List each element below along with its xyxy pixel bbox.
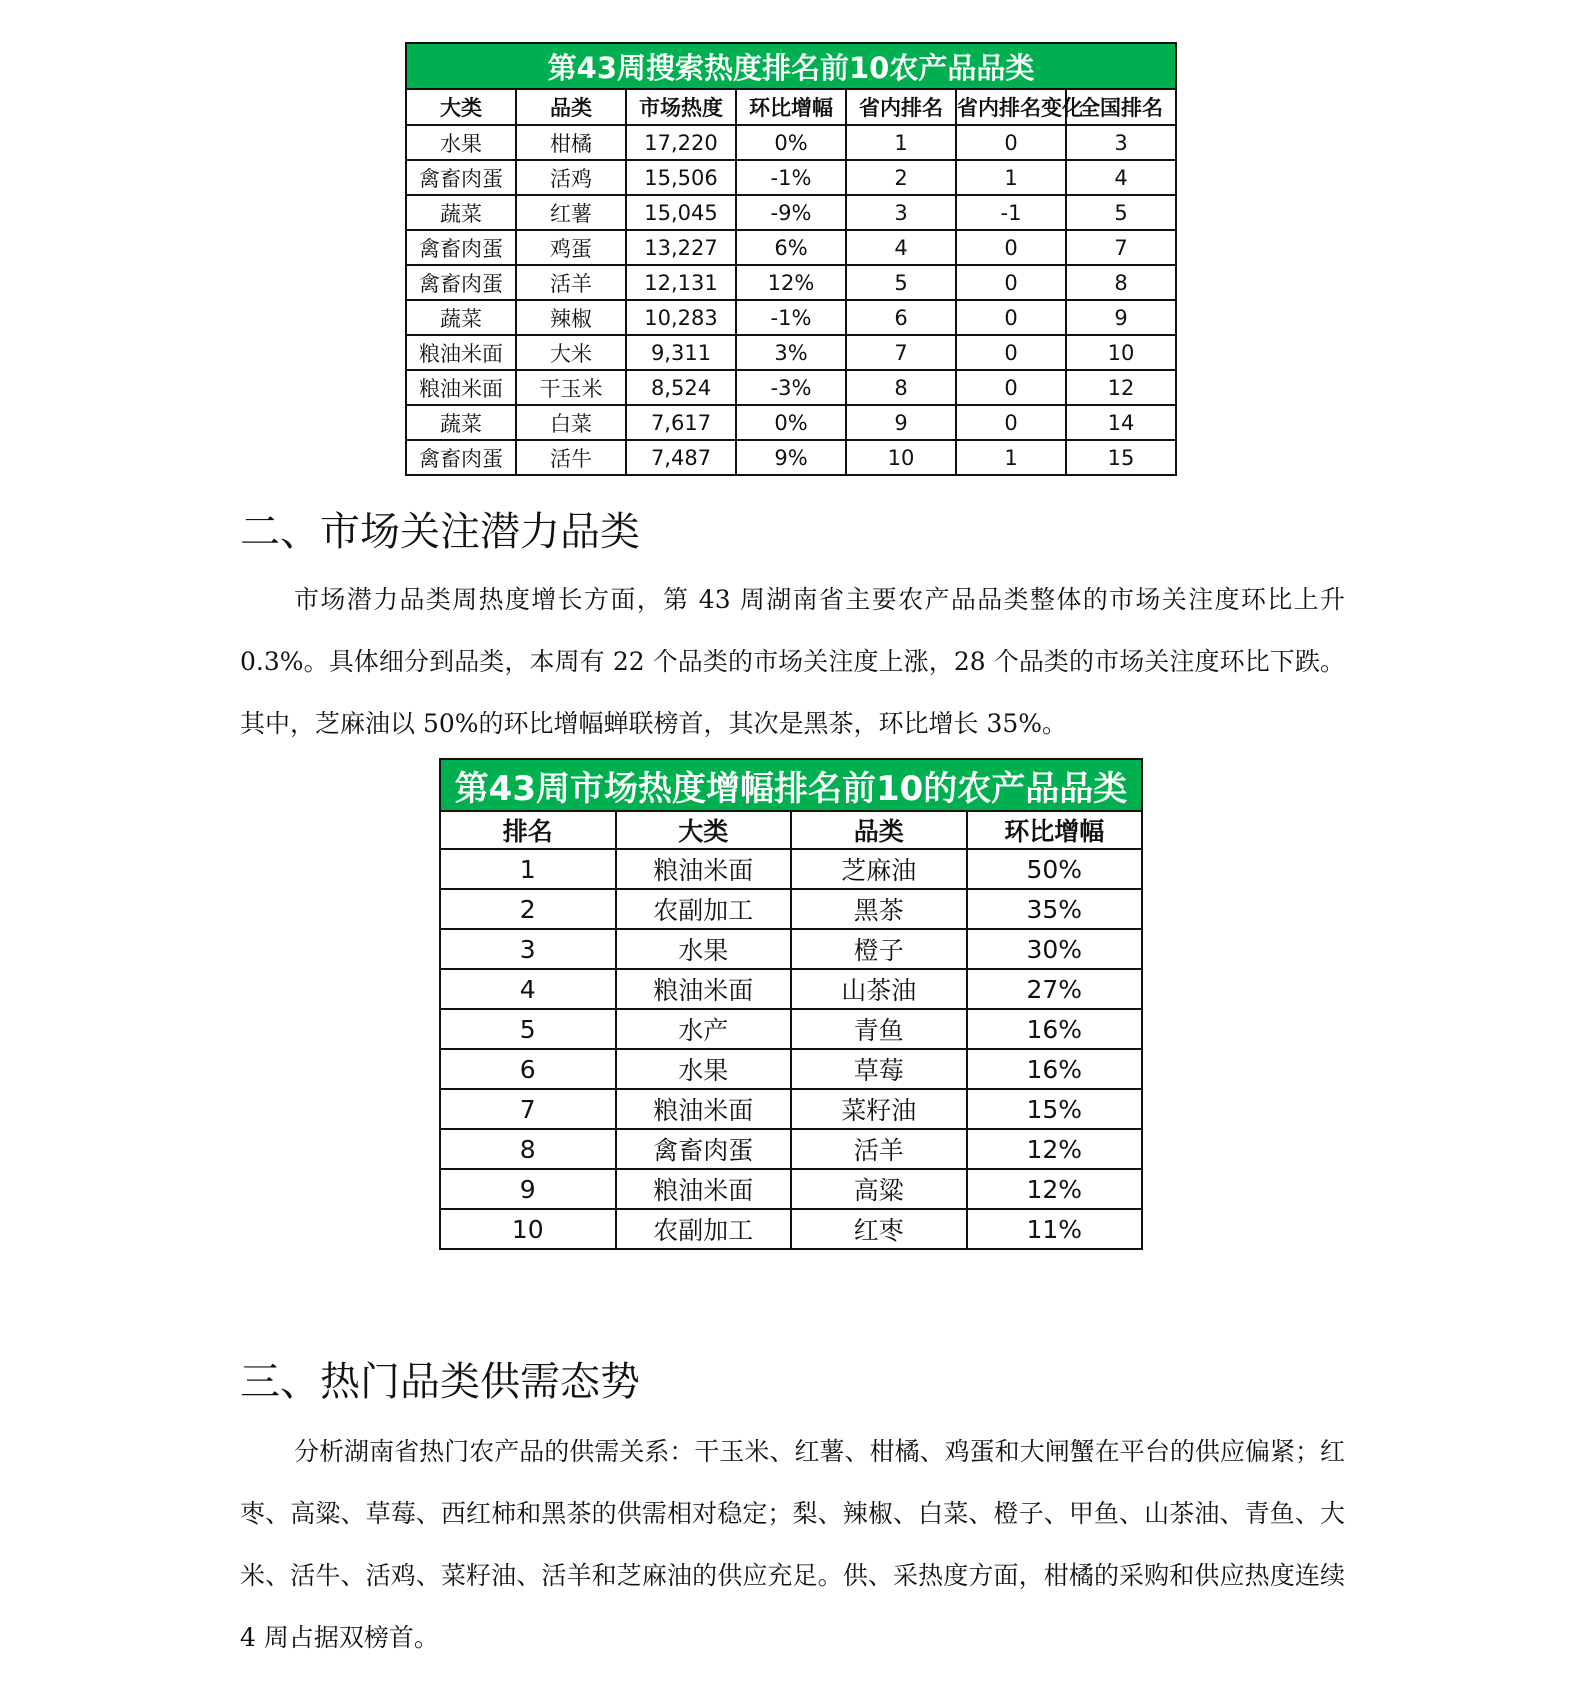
table-cell: 芝麻油 [791, 849, 967, 889]
table-cell: 草莓 [791, 1049, 967, 1089]
table1-header-change: 环比增幅 [736, 89, 846, 125]
table-cell: 10 [846, 440, 956, 475]
table-cell: 禽畜肉蛋 [406, 160, 516, 195]
table-cell: -3% [736, 370, 846, 405]
table-cell: 蔬菜 [406, 405, 516, 440]
table-cell: 5 [440, 1009, 616, 1049]
table-cell: 6% [736, 230, 846, 265]
table-cell: 10 [440, 1209, 616, 1249]
table-cell: 水产 [616, 1009, 792, 1049]
table-cell: -1 [956, 195, 1066, 230]
table-cell: 3 [440, 929, 616, 969]
table1-header-row [406, 89, 1176, 125]
table-cell: 0 [956, 230, 1066, 265]
table-cell: 红枣 [791, 1209, 967, 1249]
table-row [406, 125, 1176, 160]
table-cell: 菜籽油 [791, 1089, 967, 1129]
section2-heading: 二、市场关注潜力品类 [240, 509, 640, 555]
table-row [440, 1009, 1142, 1049]
table2-header-product: 品类 [791, 811, 967, 849]
table-cell: 粮油米面 [616, 969, 792, 1009]
table-cell: 0 [956, 265, 1066, 300]
table-cell: 蔬菜 [406, 195, 516, 230]
table1-header-national-rank: 全国排名 [1066, 89, 1176, 125]
table-cell: 8,524 [626, 370, 736, 405]
table-cell: 活牛 [516, 440, 626, 475]
table-cell: 4 [440, 969, 616, 1009]
table-cell: 水果 [406, 125, 516, 160]
table-cell: 粮油米面 [616, 1089, 792, 1129]
table-cell: 3% [736, 335, 846, 370]
table-cell: 15,045 [626, 195, 736, 230]
table-cell: 2 [846, 160, 956, 195]
table-row [406, 195, 1176, 230]
table-cell: 3 [846, 195, 956, 230]
table-cell: 粮油米面 [406, 370, 516, 405]
table-cell: 4 [846, 230, 956, 265]
table-cell: 9,311 [626, 335, 736, 370]
table-cell: 橙子 [791, 929, 967, 969]
table-cell: 禽畜肉蛋 [406, 265, 516, 300]
table-cell: 农副加工 [616, 1209, 792, 1249]
table-cell: 1 [846, 125, 956, 160]
table-cell: 15% [967, 1089, 1143, 1129]
table-row [440, 1049, 1142, 1089]
table-cell: 干玉米 [516, 370, 626, 405]
table-cell: 35% [967, 889, 1143, 929]
table-cell: 红薯 [516, 195, 626, 230]
table-cell: 粮油米面 [616, 1169, 792, 1209]
table-cell: 禽畜肉蛋 [406, 440, 516, 475]
table-cell: 14 [1066, 405, 1176, 440]
table-cell: 16% [967, 1049, 1143, 1089]
table-cell: 8 [440, 1129, 616, 1169]
table-row [406, 440, 1176, 475]
table-cell: -1% [736, 300, 846, 335]
table-row [406, 370, 1176, 405]
table-cell: 禽畜肉蛋 [406, 230, 516, 265]
table-cell: 黑茶 [791, 889, 967, 929]
table-cell: 50% [967, 849, 1143, 889]
table-row [406, 160, 1176, 195]
table-cell: 活鸡 [516, 160, 626, 195]
table-cell: 1 [956, 440, 1066, 475]
table-cell: 0 [956, 300, 1066, 335]
table2-header-rank: 排名 [440, 811, 616, 849]
table-cell: 2 [440, 889, 616, 929]
table-cell: 8 [846, 370, 956, 405]
table-cell: 5 [846, 265, 956, 300]
table-cell: 1 [440, 849, 616, 889]
table-cell: 0% [736, 125, 846, 160]
table-cell: 0% [736, 405, 846, 440]
table-cell: 活羊 [791, 1129, 967, 1169]
table-cell: 水果 [616, 929, 792, 969]
table-cell: 12 [1066, 370, 1176, 405]
table1-header-province-rank: 省内排名 [846, 89, 956, 125]
section2-paragraph: 市场潜力品类周热度增长方面，第 43 周湖南省主要农产品品类整体的市场关注度环比上升 0.3%。具体细分到品类，本周有 22 个品类的市场关注度上涨，28 个品类的市场关注度环比下跌。其中，芝麻油以 50%的环比增幅蝉联榜首，其次是黑茶，环比增长 35%。 [240, 585, 1345, 738]
table-cell: 10 [1066, 335, 1176, 370]
table-cell: 12,131 [626, 265, 736, 300]
table-cell: 13,227 [626, 230, 736, 265]
table-row [406, 265, 1176, 300]
table-cell: 0 [956, 370, 1066, 405]
table-cell: 6 [846, 300, 956, 335]
table-cell: 9 [440, 1169, 616, 1209]
table-cell: 大米 [516, 335, 626, 370]
table-cell: 0 [956, 335, 1066, 370]
table-row [440, 849, 1142, 889]
table-cell: -1% [736, 160, 846, 195]
table-cell: 青鱼 [791, 1009, 967, 1049]
table-cell: 粮油米面 [616, 849, 792, 889]
table-cell: 11% [967, 1209, 1143, 1249]
table-cell: -9% [736, 195, 846, 230]
table-cell: 10,283 [626, 300, 736, 335]
table-cell: 活羊 [516, 265, 626, 300]
table-cell: 高粱 [791, 1169, 967, 1209]
table1-header-province-rank-change: 省内排名变化 [956, 89, 1066, 125]
table1-title: 第43周搜索热度排名前10农产品品类 [406, 43, 1176, 89]
table1-header-heat: 市场热度 [626, 89, 736, 125]
table-cell: 3 [1066, 125, 1176, 160]
table-cell: 12% [736, 265, 846, 300]
table-cell: 柑橘 [516, 125, 626, 160]
table-cell: 粮油米面 [406, 335, 516, 370]
table-cell: 15 [1066, 440, 1176, 475]
table-cell: 6 [440, 1049, 616, 1089]
section3-heading: 三、热门品类供需态势 [240, 1359, 640, 1405]
table2-header-change: 环比增幅 [967, 811, 1143, 849]
table-cell: 7,617 [626, 405, 736, 440]
table-row [440, 969, 1142, 1009]
table-cell: 白菜 [516, 405, 626, 440]
table-cell: 5 [1066, 195, 1176, 230]
table2-header-category: 大类 [616, 811, 792, 849]
table-row [406, 300, 1176, 335]
table-cell: 9 [846, 405, 956, 440]
table-cell: 9% [736, 440, 846, 475]
table-row [440, 1129, 1142, 1169]
table-cell: 30% [967, 929, 1143, 969]
table-cell: 12% [967, 1129, 1143, 1169]
table-row [440, 889, 1142, 929]
table-cell: 7 [440, 1089, 616, 1129]
table-cell: 农副加工 [616, 889, 792, 929]
search-heat-top10-table [405, 42, 1177, 476]
table-cell: 0 [956, 405, 1066, 440]
table-row [406, 230, 1176, 265]
table-cell: 7 [1066, 230, 1176, 265]
table-cell: 8 [1066, 265, 1176, 300]
table-cell: 15,506 [626, 160, 736, 195]
table-cell: 17,220 [626, 125, 736, 160]
table-cell: 7 [846, 335, 956, 370]
table2-header-row [440, 811, 1142, 849]
heat-growth-top10-table [439, 758, 1143, 1250]
table-row [440, 1209, 1142, 1249]
table-row [406, 405, 1176, 440]
table-cell: 4 [1066, 160, 1176, 195]
table-row [440, 1169, 1142, 1209]
table-row [440, 929, 1142, 969]
table-cell: 水果 [616, 1049, 792, 1089]
table-cell: 禽畜肉蛋 [616, 1129, 792, 1169]
table-row [440, 1089, 1142, 1129]
table-cell: 鸡蛋 [516, 230, 626, 265]
table-cell: 12% [967, 1169, 1143, 1209]
table-cell: 辣椒 [516, 300, 626, 335]
table-cell: 蔬菜 [406, 300, 516, 335]
table-cell: 7,487 [626, 440, 736, 475]
table-row [406, 335, 1176, 370]
table-cell: 27% [967, 969, 1143, 1009]
table-cell: 山茶油 [791, 969, 967, 1009]
table-cell: 16% [967, 1009, 1143, 1049]
table-cell: 9 [1066, 300, 1176, 335]
table1-header-category: 大类 [406, 89, 516, 125]
section3-paragraph: 分析湖南省热门农产品的供需关系：干玉米、红薯、柑橘、鸡蛋和大闸蟹在平台的供应偏紧；红枣、高粱、草莓、西红柿和黑茶的供需相对稳定；梨、辣椒、白菜、橙子、甲鱼、山茶油、青鱼、大米、活牛、活鸡、菜籽油、活羊和芝麻油的供应充足。供、采热度方面，柑橘的采购和供应热度连续 4 周占据双榜首。 [240, 1437, 1345, 1652]
table-cell: 1 [956, 160, 1066, 195]
table-cell: 0 [956, 125, 1066, 160]
table2-title: 第43周市场热度增幅排名前10的农产品品类 [440, 759, 1142, 811]
table1-header-product: 品类 [516, 89, 626, 125]
